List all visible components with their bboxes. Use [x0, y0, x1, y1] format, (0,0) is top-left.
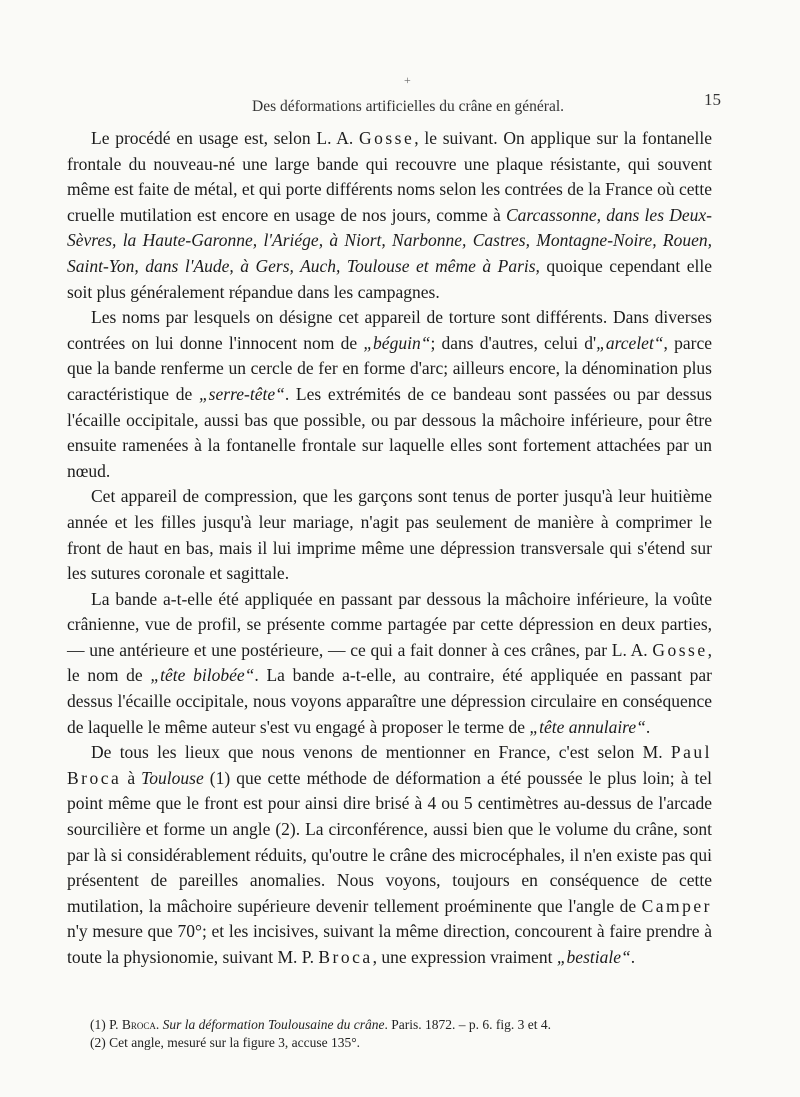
text-run: .	[630, 947, 636, 967]
body-text	[67, 126, 712, 971]
italic-span: „tête annulaire“	[529, 716, 646, 737]
paragraph	[67, 305, 712, 484]
italic-span: „tête bilobée“	[150, 665, 255, 686]
paragraph	[67, 740, 712, 970]
text-run: (1) P.	[90, 1017, 122, 1032]
text-run: , le suivant. On applique sur la fontanelle frontale du nouveau-né une large bande qui recouvre une plaque résistante, qui souvent même est faite de métal, et qui porte différents noms selon les contrées de la France où cette cruelle mutilation est encore en usage de nos jours, comme à	[67, 128, 712, 225]
italic-span: Toulouse	[141, 767, 204, 788]
running-header	[252, 90, 721, 122]
text-run: .	[155, 1017, 163, 1032]
text-run: De tous les lieux que nous venons de mentionner en France, c'est selon M.	[91, 742, 671, 763]
smallcaps-name: Broca	[121, 1017, 156, 1032]
text-run: . Paris. 1872. – p. 6. fig. 3 et 4.	[384, 1017, 552, 1032]
text-run: (2) Cet angle, mesuré sur la figure 3, accuse 135°.	[90, 1035, 361, 1050]
italic-span: „serre-tête“	[198, 383, 285, 404]
text-run: , une expression vraiment	[372, 947, 557, 967]
text-run: La bande a-t-elle été appliquée en passant par dessous la mâchoire inférieure, la voûte crânienne, vue de profil, se présente comme partagée par cette dépression en deux parties, — une antérieure et une postérieure, — ce qui a fait donner à ces crânes, par L. A.	[67, 588, 712, 660]
text-run: .	[645, 716, 651, 737]
running-title: Des déformations artificielles du crâne en général.	[252, 98, 565, 115]
text-run: Cet appareil de compression, que les garçons sont tenus de porter jusqu'à leur huitième année et les filles jusqu'à leur mariage, n'agit pas seulement de manière à comprimer le front de haut en bas, mais il lui imprime même une dépression transversale qui s'étend sur les sutures coronale et sagittale.	[67, 486, 712, 584]
text-run: , le nom de	[67, 639, 712, 686]
italic-span: Sur la déformation Toulousaine du crâne	[162, 1017, 385, 1032]
text-run: . Les extrémités de ce bandeau sont passées ou par dessus l'écaille occipitale, aussi bas que possible, ou par dessous la mâchoire inférieure, pour être ensuite ramenées à la fontanelle frontale sur laquelle elles sont fortement attachées par un nœud.	[67, 383, 712, 481]
text-run: Les noms par lesquels on désigne cet appareil de torture sont différents. Dans diverses contrées on lui donne l'innocent nom de	[67, 307, 712, 353]
spaced-name: Gosse	[358, 128, 415, 148]
text-run: ; dans d'autres, celui d'	[430, 332, 597, 353]
text-run: . La bande a-t-elle, au contraire, été appliquée en passant par dessus l'écaille occipitale, nous voyons apparaître une dépression circulaire en conséquence de laquelle le même auteur s'est vu engagé à proposer le terme de	[67, 665, 712, 737]
text-run: , parce que la bande renferme un cercle de fer en forme d'arc; ailleurs encore, la dénomination plus caractéristique de	[67, 332, 712, 404]
italic-span: „béguin“	[363, 332, 431, 353]
footnote	[67, 1034, 712, 1052]
spaced-name: Camper	[641, 895, 712, 916]
italic-span: Carcassonne, dans les Deux-Sèvres, la Haute-Garonne, l'Ariége, à Niort, Narbonne, Castres, Montagne-Noire, Rouen, Saint-Yon, dans l'Aude, à Gers, Auch, Toulouse et même à Paris,	[67, 204, 712, 276]
footnote	[67, 1016, 712, 1034]
italic-span: „arcelet“	[596, 332, 664, 353]
paragraph	[67, 587, 712, 741]
paragraph	[67, 126, 712, 305]
page-number: 15	[704, 90, 721, 109]
text-run: Le procédé en usage est, selon L. A.	[91, 128, 359, 148]
paragraph	[67, 484, 712, 586]
italic-span: „bestiale“	[556, 947, 631, 967]
text-run: quoique cependant elle soit plus généralement répandue dans les campagnes.	[67, 255, 712, 302]
text-run: (1) que cette méthode de déformation a été poussée le plus loin; à tel point même que le front est pour ainsi dire brisé à 4 ou 5 centimètres au-dessus de l'arcade sourcilière et forme un angle (2). La circonférence, aussi bien que le volume du crâne, sont par là si considérablement réduits, qu'outre le crâne des microcéphales, il n'en existe pas qui présentent de pareilles anomalies. Nous voyons, toujours en conséquence de cette mutilation, la mâchoire supérieure devenir tellement proéminente que l'angle de	[67, 767, 712, 916]
spaced-name: Paul Broca	[67, 742, 712, 788]
top-mark: +	[404, 73, 411, 87]
text-run: à	[121, 767, 142, 788]
spaced-name: Broca	[318, 947, 373, 967]
spaced-name: Gosse	[652, 639, 708, 660]
text-run: n'y mesure que 70°; et les incisives, suivant la même direction, concourent à faire prendre à toute la physionomie, suivant M. P.	[67, 921, 712, 967]
footnotes	[67, 1016, 712, 1052]
